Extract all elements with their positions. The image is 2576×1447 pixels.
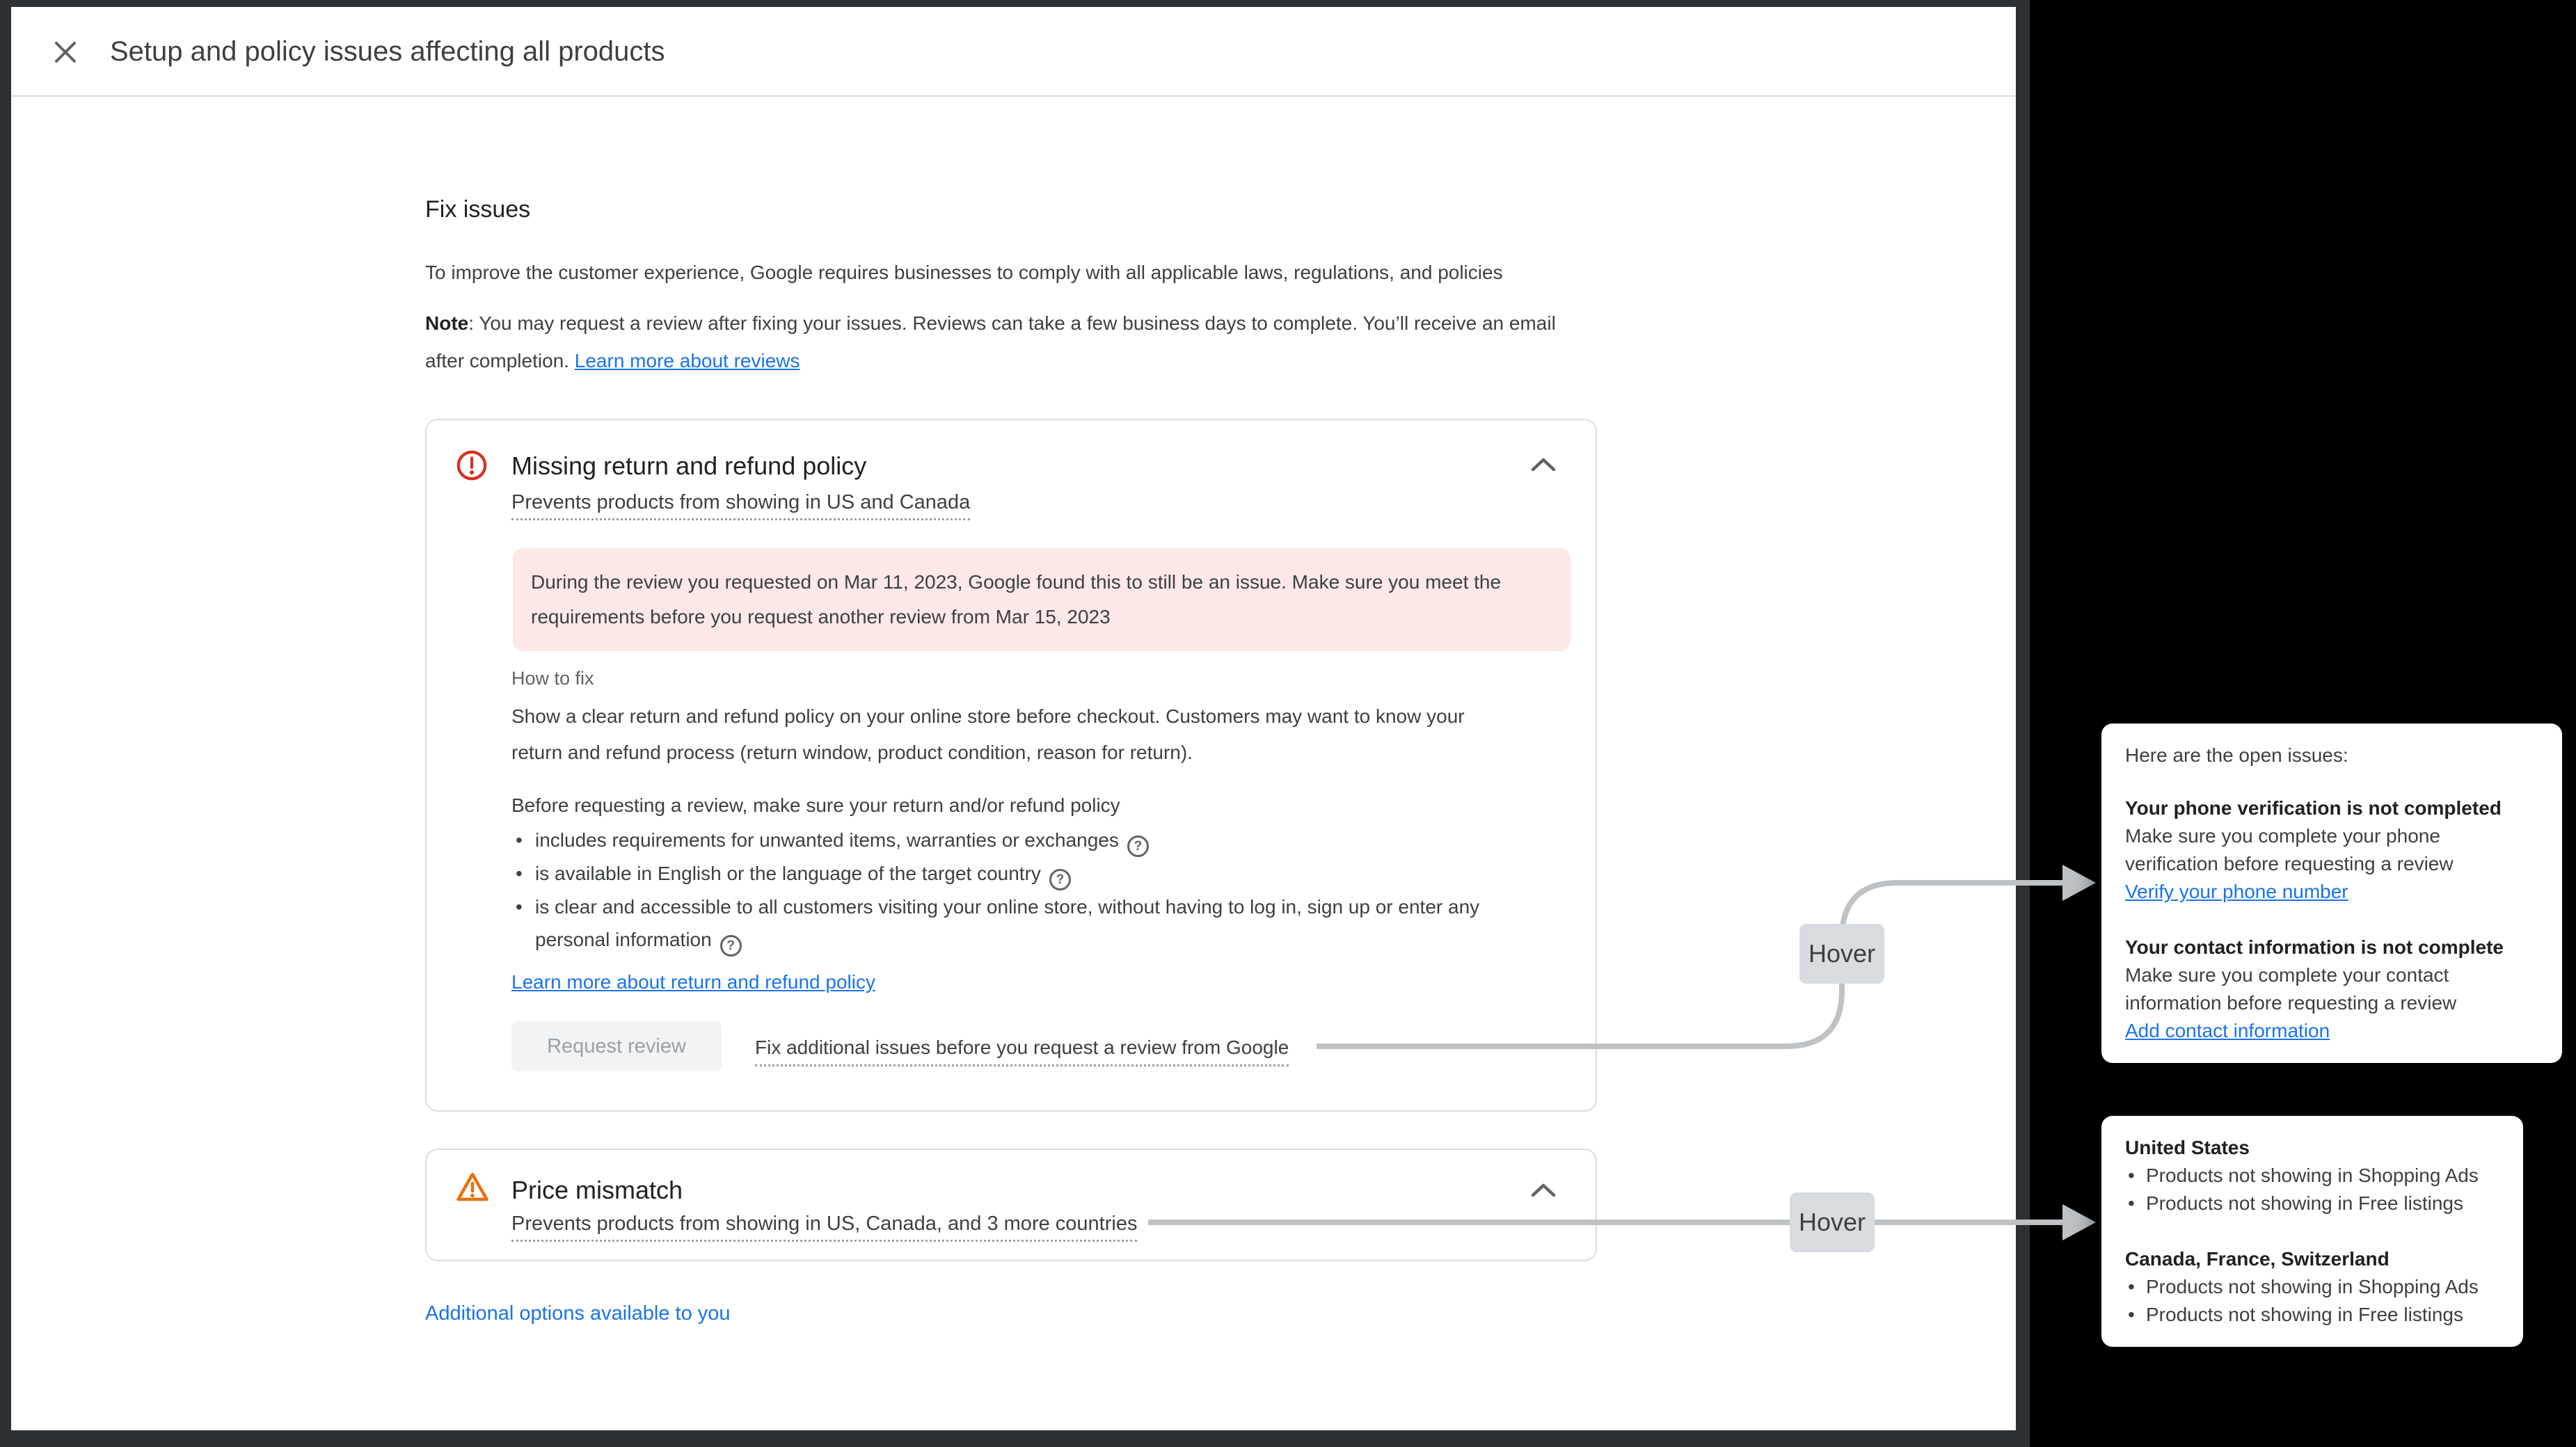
fix-issues-heading: Fix issues xyxy=(425,196,531,223)
how-to-fix-label: How to fix xyxy=(511,668,594,689)
add-contact-info-link[interactable]: Add contact information xyxy=(2125,1020,2330,1041)
issue-card-price-mismatch xyxy=(425,1149,1597,1261)
help-icon[interactable]: ? xyxy=(1127,836,1149,857)
issue-card-missing-return-policy xyxy=(425,419,1597,1112)
learn-more-reviews-link[interactable]: Learn more about reviews xyxy=(574,350,800,371)
error-icon xyxy=(456,449,488,481)
setup-policy-dialog xyxy=(11,7,2016,1430)
dialog-title: Setup and policy issues affecting all products xyxy=(110,36,665,67)
tooltip-intro: Here are the open issues: xyxy=(2125,744,2348,766)
issue1-title: Missing return and refund policy xyxy=(511,451,867,480)
learn-more-return-policy-link[interactable]: Learn more about return and refund policy xyxy=(511,971,875,993)
checklist-item-text: is clear and accessible to all customers visiting your online store, without having to log in, sign up or enter any personal information xyxy=(535,896,1480,950)
close-icon xyxy=(49,36,81,68)
note-paragraph xyxy=(425,305,1650,380)
tooltip-section-body: Make sure you complete your phone verification before requesting a review xyxy=(2125,825,2454,874)
issue2-subtitle-hover-target[interactable]: Prevents products from showing in US, Canada, and 3 more countries xyxy=(511,1211,1137,1242)
note-line1: : You may request a review after fixing your issues. Reviews can take a few business days to complete. You’ll receive an email xyxy=(468,312,1556,334)
chevron-up-icon xyxy=(1530,456,1557,473)
request-review-button[interactable]: Request review xyxy=(511,1021,722,1071)
intro-paragraph: To improve the customer experience, Google requires businesses to comply with all applicable laws, regulations, and policies xyxy=(425,262,1503,283)
note-label: Note xyxy=(425,312,469,334)
hover-annotation-chip-2: Hover xyxy=(1790,1192,1875,1252)
close-button[interactable] xyxy=(49,36,81,68)
checklist-item xyxy=(511,824,1527,857)
tooltip-country-issues xyxy=(2125,1162,2499,1217)
checklist-item-text: is available in English or the language of the target country xyxy=(535,863,1041,884)
tooltip-issue-item: • Products not showing in Free listings xyxy=(2125,1301,2499,1329)
review-failed-banner: During the review you requested on Mar 11, 2023, Google found this to still be an issue. Make sure you meet the requirements before you request another review from Mar 15, 2023 xyxy=(513,548,1571,651)
checklist-item-text: includes requirements for unwanted items, warranties or exchanges xyxy=(535,829,1119,851)
dialog-header xyxy=(11,7,2016,97)
tooltip-section xyxy=(2125,794,2538,906)
how-to-fix-body: Show a clear return and refund policy on your online store before checkout. Customers may want to know your return and refund process (return window, product condition, reason for return). xyxy=(511,705,1465,763)
collapse-issue2-button[interactable] xyxy=(1530,1182,1557,1201)
tooltip-section xyxy=(2125,1134,2499,1217)
policy-checklist xyxy=(511,824,1527,957)
countries-tooltip xyxy=(2101,1116,2523,1347)
tooltip-issue-item: • Products not showing in Free listings xyxy=(2125,1190,2499,1217)
issue2-title: Price mismatch xyxy=(511,1176,683,1204)
chevron-up-icon xyxy=(1530,1182,1557,1199)
help-icon[interactable]: ? xyxy=(720,935,742,957)
arrowhead-2 xyxy=(2062,1204,2096,1240)
arrowhead-1 xyxy=(2062,865,2096,901)
verify-phone-link[interactable]: Verify your phone number xyxy=(2125,881,2348,902)
tooltip-section xyxy=(2125,934,2538,1045)
note-line2: after completion. xyxy=(425,350,575,371)
tooltip-section-heading: Your phone verification is not completed xyxy=(2125,797,2502,819)
tooltip-section-heading: Your contact information is not complete xyxy=(2125,936,2504,958)
help-icon[interactable]: ? xyxy=(1049,869,1071,890)
checklist-intro: Before requesting a review, make sure your return and/or refund policy xyxy=(511,794,1120,816)
open-issues-tooltip xyxy=(2101,724,2562,1063)
hover-annotation-chip-1: Hover xyxy=(1799,924,1884,984)
issue1-subtitle-hover-target[interactable]: Prevents products from showing in US and Canada xyxy=(511,490,970,520)
tooltip-section-body: Make sure you complete your contact information before requesting a review xyxy=(2125,964,2457,1014)
additional-options-link[interactable]: Additional options available to you xyxy=(425,1302,731,1325)
tooltip-country-heading: United States xyxy=(2125,1137,2250,1158)
tooltip-country-heading: Canada, France, Switzerland xyxy=(2125,1248,2390,1270)
tooltip-issue-item: • Products not showing in Shopping Ads xyxy=(2125,1273,2499,1301)
tooltip-country-issues xyxy=(2125,1273,2499,1329)
fix-additional-issues-hover-target[interactable]: Fix additional issues before you request a review from Google xyxy=(755,1035,1289,1066)
checklist-item xyxy=(511,890,1527,957)
checklist-item xyxy=(511,857,1527,890)
collapse-issue1-button[interactable] xyxy=(1530,456,1557,475)
warning-icon xyxy=(456,1171,489,1203)
tooltip-issue-item: • Products not showing in Shopping Ads xyxy=(2125,1162,2499,1190)
tooltip-section xyxy=(2125,1245,2499,1329)
